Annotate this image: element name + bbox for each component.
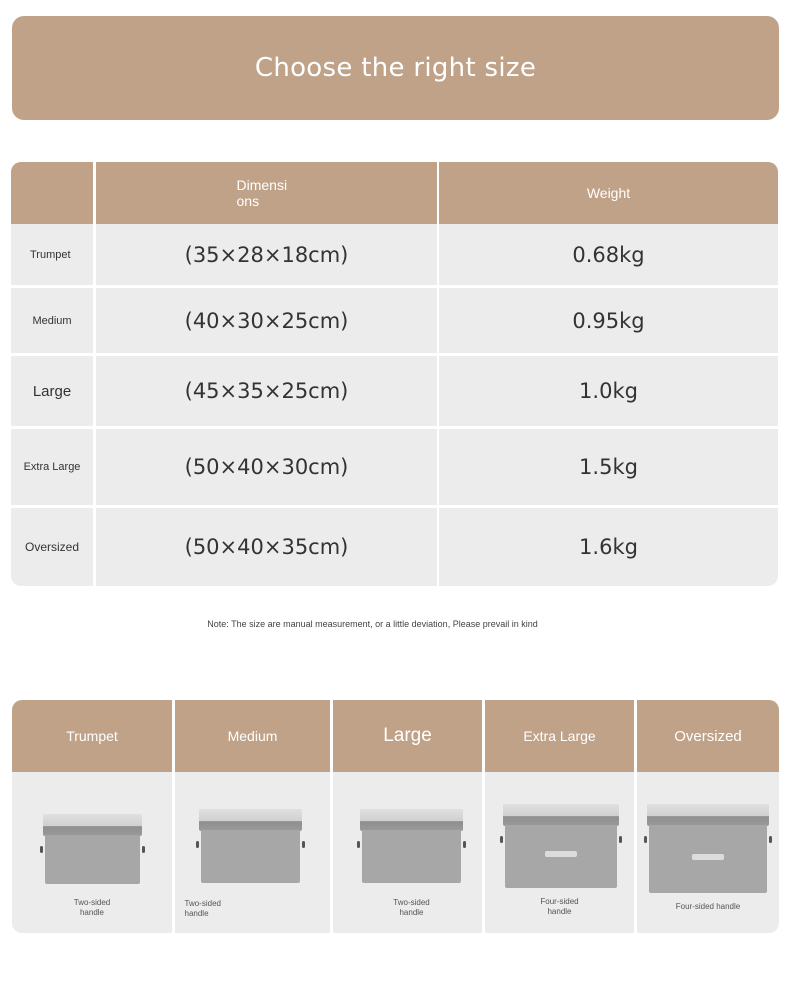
table-row (11, 508, 778, 586)
row-size-name: Extra Large (11, 429, 93, 505)
gallery-column-large (333, 700, 482, 933)
row-weight: 0.95kg (439, 288, 778, 353)
gallery-label: Large (333, 700, 482, 772)
row-weight: 1.5kg (439, 429, 778, 505)
row-size-name: Trumpet (11, 224, 93, 285)
table-row (11, 224, 778, 285)
row-size-name: Oversized (11, 508, 93, 586)
size-table (11, 162, 778, 586)
row-weight: 1.6kg (439, 508, 778, 586)
gallery-caption: Four-sided handle (540, 897, 579, 916)
header-weight: Weight (439, 162, 778, 224)
row-dimensions: (45×35×25cm) (96, 356, 437, 426)
row-dimensions: (50×40×30cm) (96, 429, 437, 505)
gallery-label: Trumpet (12, 700, 172, 772)
gallery-caption: Four-sided handle (675, 902, 741, 911)
gallery-caption: Two-sided handle (184, 899, 221, 918)
gallery-column-extra-large (485, 700, 634, 933)
storage-box-icon (647, 804, 769, 893)
page-title-banner (12, 16, 779, 120)
header-blank (11, 162, 93, 224)
gallery-label: Oversized (637, 700, 779, 772)
gallery-caption: Two-sided handle (73, 898, 111, 917)
storage-box-icon (360, 809, 463, 883)
gallery-label: Extra Large (485, 700, 634, 772)
row-size-name: Medium (11, 288, 93, 353)
table-header-row (11, 162, 778, 224)
table-row (11, 356, 778, 426)
measurement-note: Note: The size are manual measurement, or a little deviation, Please prevail in kind (207, 619, 538, 629)
table-row (11, 288, 778, 353)
row-size-name: Large (11, 356, 93, 426)
gallery-label: Medium (175, 700, 330, 772)
row-dimensions: (50×40×35cm) (96, 508, 437, 586)
storage-box-icon (43, 814, 142, 884)
table-row (11, 429, 778, 505)
storage-box-icon (503, 804, 619, 888)
row-weight: 1.0kg (439, 356, 778, 426)
row-weight: 0.68kg (439, 224, 778, 285)
page-title: Choose the right size (254, 53, 537, 83)
storage-box-icon (199, 809, 302, 883)
row-dimensions: (35×28×18cm) (96, 224, 437, 285)
row-dimensions: (40×30×25cm) (96, 288, 437, 353)
size-gallery (12, 700, 779, 933)
gallery-column-oversized (637, 700, 779, 933)
gallery-column-medium (175, 700, 330, 933)
gallery-caption: Two-sided handle (393, 898, 430, 917)
header-dimensions: Dimensions (96, 162, 437, 224)
